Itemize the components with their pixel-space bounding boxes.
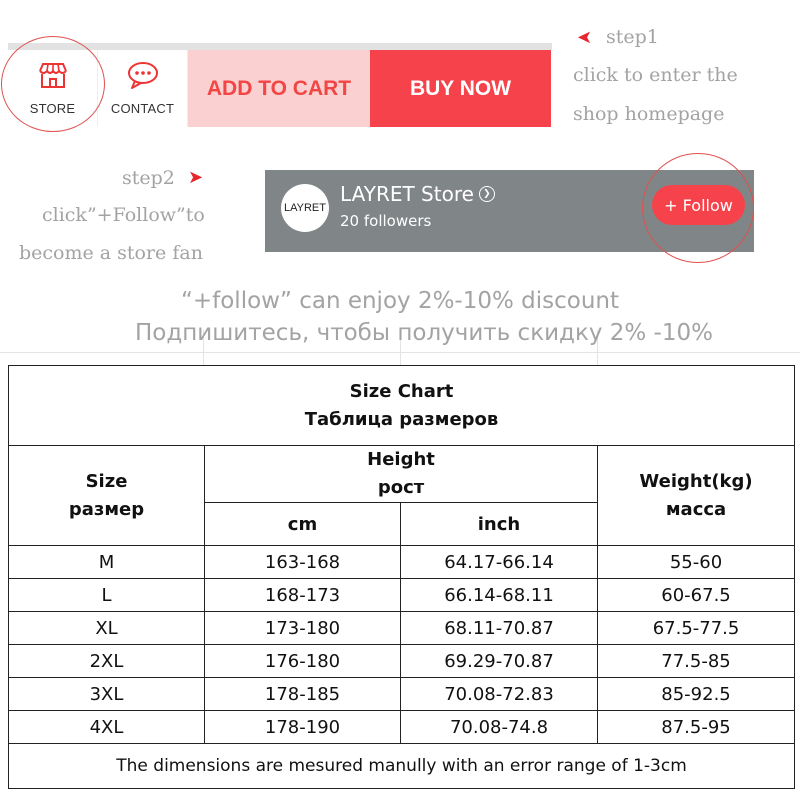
step1-arrow-icon: ➤ <box>577 27 593 48</box>
store-banner[interactable] <box>265 170 754 252</box>
store-name-link[interactable] <box>340 182 495 206</box>
cm-column-header: cm <box>205 503 401 546</box>
size-chart-title <box>9 366 795 446</box>
weight-cell: 85-92.5 <box>598 678 795 711</box>
step1-line1: click to enter the <box>573 64 738 86</box>
size-cell: XL <box>9 612 205 645</box>
weight-cell: 87.5-95 <box>598 711 795 744</box>
height-cm-cell: 163-168 <box>205 546 401 579</box>
height-cm-cell: 176-180 <box>205 645 401 678</box>
size-chart-title-ru: Таблица размеров <box>304 408 499 430</box>
contact-button-label: CONTACT <box>110 101 175 116</box>
table-row <box>9 612 795 645</box>
inch-column-header: inch <box>401 503 598 546</box>
promo-text-en: “+follow” can enjoy 2%-10% discount <box>180 288 620 314</box>
size-cell: 3XL <box>9 678 205 711</box>
store-button[interactable] <box>8 50 98 127</box>
size-chart-title-en: Size Chart <box>349 380 454 402</box>
size-cell: 2XL <box>9 645 205 678</box>
size-header-en: Size <box>85 470 128 492</box>
height-cm-cell: 168-173 <box>205 579 401 612</box>
size-chart-table <box>8 365 795 789</box>
step1-line2: shop homepage <box>573 103 725 125</box>
height-header-ru: рост <box>377 477 425 498</box>
height-inch-cell: 68.11-70.87 <box>401 612 598 645</box>
weight-cell: 60-67.5 <box>598 579 795 612</box>
size-cell: M <box>9 546 205 579</box>
size-cell: L <box>9 579 205 612</box>
weight-header-ru: масса <box>665 498 727 520</box>
height-inch-cell: 70.08-74.8 <box>401 711 598 744</box>
table-row <box>9 711 795 744</box>
height-column-header <box>205 446 598 503</box>
contact-button[interactable] <box>98 50 188 127</box>
follower-count: 20 followers <box>340 212 432 230</box>
step1-label: step1 <box>606 26 659 48</box>
height-cm-cell: 173-180 <box>205 612 401 645</box>
height-header-en: Height <box>367 449 435 470</box>
buy-now-button[interactable]: BUY NOW <box>370 50 551 127</box>
table-row <box>9 546 795 579</box>
size-header-ru: размер <box>68 498 145 520</box>
chat-bubble-icon <box>126 61 160 93</box>
size-chart-footnote: The dimensions are mesured manully with an error range of 1-3cm <box>9 744 795 789</box>
store-button-label: STORE <box>29 101 76 116</box>
product-action-bar <box>8 50 552 127</box>
step2-line2: become a store fan <box>19 242 203 264</box>
step2-label: step2 <box>122 167 175 189</box>
height-inch-cell: 69.29-70.87 <box>401 645 598 678</box>
store-logo[interactable]: LAYRET <box>281 184 329 232</box>
step2-line1: click”+Follow”to <box>42 204 205 226</box>
table-row <box>9 678 795 711</box>
size-column-header <box>9 446 205 546</box>
top-bar-divider <box>8 43 552 50</box>
chevron-right-icon: ❯ <box>479 186 495 202</box>
follow-button[interactable]: + Follow <box>652 185 745 225</box>
promo-text-ru: Подпишитесь, чтобы получить скидку 2% -10% <box>135 320 713 346</box>
height-inch-cell: 66.14-68.11 <box>401 579 598 612</box>
weight-cell: 55-60 <box>598 546 795 579</box>
weight-column-header <box>598 446 795 546</box>
weight-cell: 67.5-77.5 <box>598 612 795 645</box>
height-cm-cell: 178-190 <box>205 711 401 744</box>
add-to-cart-button[interactable]: ADD TO CART <box>188 50 370 127</box>
weight-header-en: Weight(kg) <box>639 470 753 492</box>
weight-cell: 77.5-85 <box>598 645 795 678</box>
height-inch-cell: 70.08-72.83 <box>401 678 598 711</box>
store-name: LAYRET Store <box>340 182 474 206</box>
table-row <box>9 579 795 612</box>
height-inch-cell: 64.17-66.14 <box>401 546 598 579</box>
height-cm-cell: 178-185 <box>205 678 401 711</box>
size-cell: 4XL <box>9 711 205 744</box>
step2-arrow-icon: ➤ <box>188 167 204 188</box>
storefront-icon <box>37 61 69 93</box>
table-row <box>9 645 795 678</box>
